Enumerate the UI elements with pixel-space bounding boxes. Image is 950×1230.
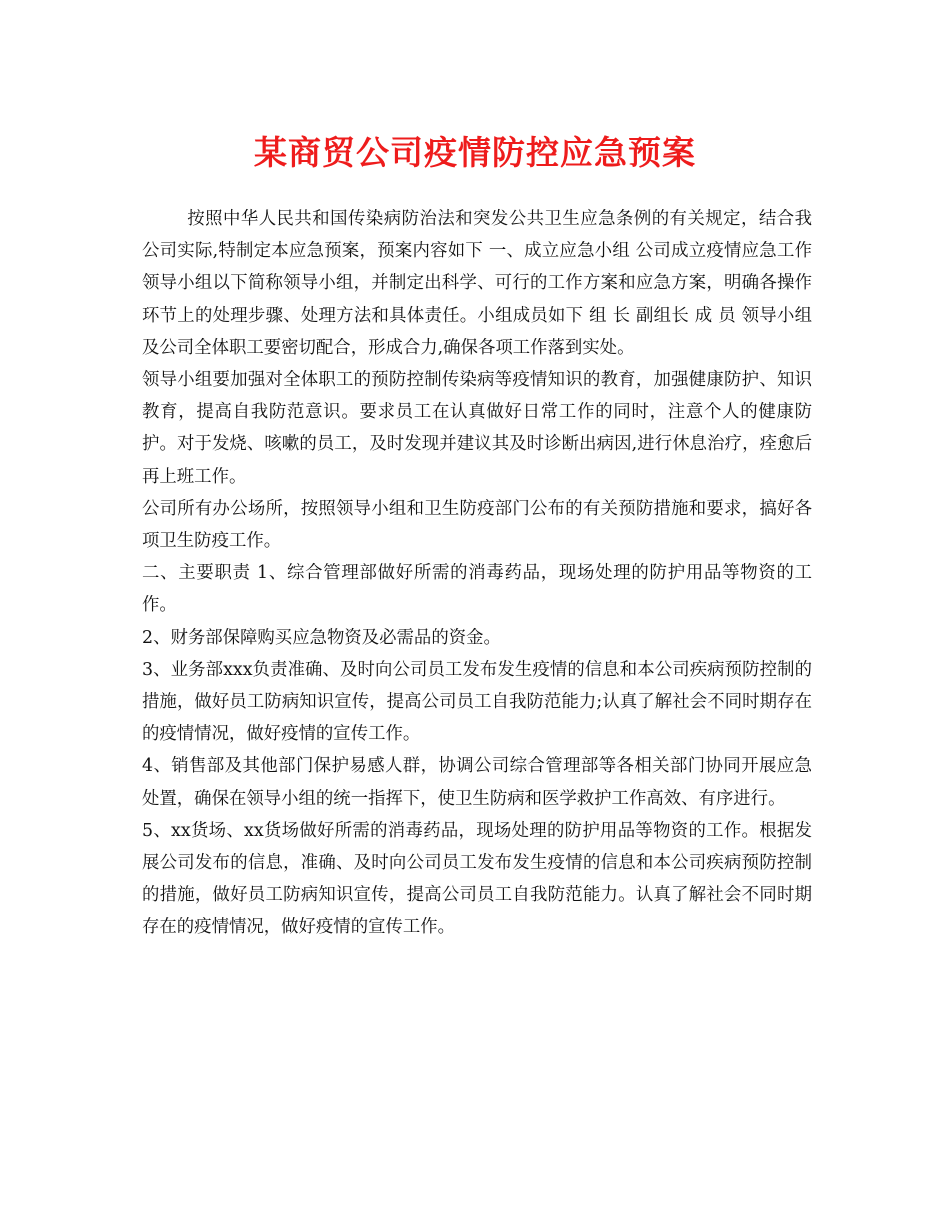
paragraph-duty-5: 5、xx货场、xx货场做好所需的消毒药品，现场处理的防护用品等物资的工作。根据发展公司发布的信息，准确、及时向公司员工发布发生疫情的信息和本公司疾病预防控制的措施，做好员工防病知识宣传，提高公司员工自我防范能力。认真了解社会不同时期存在的疫情情况，做好疫情的宣传工作。 — [142, 820, 812, 938]
paragraph-offices: 公司所有办公场所，按照领导小组和卫生防疫部门公布的有关预防措施和要求，搞好各项卫生防疫工作。 — [142, 498, 812, 552]
paragraph-intro: 按照中华人民共和国传染病防治法和突发公共卫生应急条例的有关规定，结合我公司实际,特制定本应急预案，预案内容如下 一、成立应急小组 公司成立疫情应急工作领导小组以下简称领导小组，并制定出科学、可行的工作方案和应急方案，明确各操作环节上的处理步骤、处理方法和具体责任。小组成员如下 组 长 副组长 成 员 领导小组及公司全体职工要密切配合，形成合力,确保各项工作落到实处。 — [142, 209, 812, 358]
paragraph-duty-1: 二、主要职责 1、综合管理部做好所需的消毒药品，现场处理的防护用品等物资的工作。 — [142, 563, 812, 616]
paragraph-duty-4: 4、销售部及其他部门保护易感人群，协调公司综合管理部等各相关部门协同开展应急处置，确保在领导小组的统一指挥下，使卫生防病和医学救护工作高效、有序进行。 — [142, 756, 812, 809]
paragraph-education: 领导小组要加强对全体职工的预防控制传染病等疫情知识的教育，加强健康防护、知识教育，提高自我防范意识。要求员工在认真做好日常工作的同时，注意个人的健康防护。对于发烧、咳嗽的员工，及时发现并建议其及时诊断出病因,进行休息治疗，痊愈后再上班工作。 — [142, 370, 812, 487]
document-body — [142, 203, 812, 944]
document-title: 某商贸公司疫情防控应急预案 — [254, 133, 696, 172]
paragraph-duty-3: 3、业务部xxx负责准确、及时向公司员工发布发生疫情的信息和本公司疾病预防控制的措施，做好员工防病知识宣传，提高公司员工自我防范能力;认真了解社会不同时期存在的疫情情况，做好疫情的宣传工作。 — [142, 659, 812, 745]
paragraph-duty-2: 2、财务部保障购买应急物资及必需品的资金。 — [142, 627, 501, 648]
